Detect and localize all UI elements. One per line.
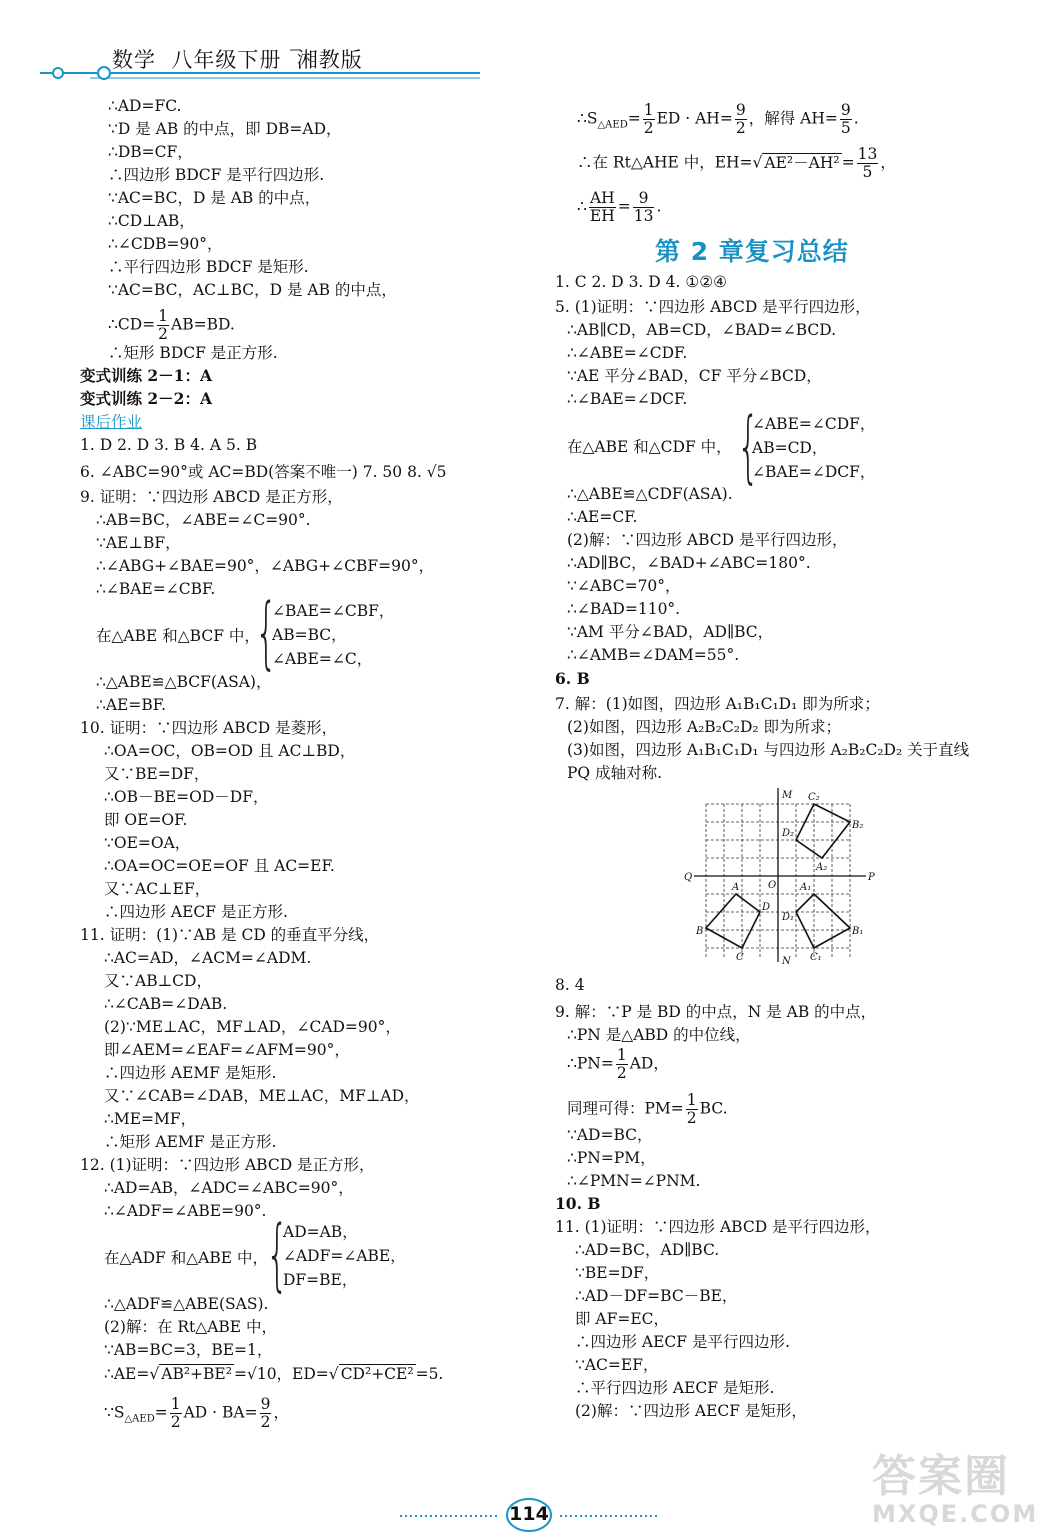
text: ∴ [577, 197, 587, 216]
label-p: P [868, 872, 875, 883]
pm-equation [567, 1092, 728, 1127]
label-m: M [782, 790, 793, 801]
fraction-nine-halves [735, 102, 747, 137]
text-line: ∴AD=AB，∠ADC=∠ABC=90°， [104, 1179, 354, 1197]
text-line: 又∵BE=DF， [104, 765, 210, 783]
pn-equation [567, 1047, 669, 1082]
text-line: ∴AD－DF=BC－BE， [575, 1287, 738, 1305]
radicand: AB²+BE² [161, 1365, 232, 1383]
numerator: 9 [840, 101, 851, 119]
watermark-text: 答案圈 [872, 1451, 1010, 1502]
denominator: 2 [686, 1109, 697, 1127]
text-line: ∴∠CDB=90°， [108, 235, 223, 253]
quad-a2b2c2d2 [796, 804, 850, 858]
text-line: (3)如图，四边形 A₁B₁C₁D₁ 与四边形 A₂B₂C₂D₂ 关于直线 [567, 741, 970, 759]
fraction-nine-fifths [840, 102, 852, 137]
quad-a1b1c1d1 [796, 894, 850, 948]
text-line: ∵AC=EF， [575, 1356, 659, 1374]
label-a2: A₂ [816, 862, 828, 873]
text: ∴AE= [104, 1365, 150, 1383]
system-line: ∠ABE=∠CDF， [752, 415, 876, 433]
text-line: 在△ABE 和△BCF 中， [96, 627, 260, 645]
text-line: 6. ∠ABC=90°或 AC=BD(答案不唯一) 7. 50 8. √5 [80, 463, 447, 481]
label-b1: B₁ [852, 926, 864, 937]
chapter-title: 第 2 章复习总结 [655, 237, 849, 266]
text-line: ∴CD⊥AB， [108, 212, 195, 230]
system-line: ∠ADF=∠ABE， [283, 1247, 406, 1265]
label-c: C [736, 952, 744, 963]
text-line: ∴AB∥CD，AB=CD，∠BAD=∠BCD. [567, 321, 837, 339]
text-line: 11. 证明：(1)∵AB 是 CD 的垂直平分线， [80, 926, 380, 944]
text-line: 在△ADF 和△ABE 中， [104, 1249, 268, 1267]
text: = [617, 197, 631, 216]
area-equation-right [577, 102, 859, 137]
label-q: Q [684, 872, 693, 883]
label-d: D [762, 902, 771, 913]
numerator: 9 [260, 1395, 271, 1413]
quad-abcd [706, 894, 760, 948]
page-number: 114 [509, 1503, 549, 1525]
text-line: ∴OA=OC，OB=OD 且 AC⊥BD， [104, 742, 356, 760]
text-line: ∴ME=MF， [104, 1110, 197, 1128]
cd-suffix: AB=BD. [171, 315, 235, 334]
text-line: ∴∠ABG+∠BAE=90°，∠ABG+∠CBF=90°， [96, 557, 435, 575]
text-line: ∵∠ABC=70°， [567, 577, 681, 595]
text-line: 变式训练 2－2：A [80, 389, 212, 408]
denominator: 13 [633, 207, 654, 225]
text: ，解得 AH= [748, 109, 838, 128]
label-d2: D₂ [782, 828, 795, 839]
text-line: ∵AB=BC=3，BE=1， [104, 1341, 273, 1359]
text: . [656, 197, 662, 216]
text: . [853, 109, 859, 128]
text-line: 12. (1)证明：∵四边形 ABCD 是正方形， [80, 1156, 375, 1174]
section-heading-homework: 课后作业 [80, 413, 143, 431]
text-line: ∴AD=BC，AD∥BC. [575, 1241, 720, 1259]
text-line: 又∵AB⊥CD， [104, 972, 212, 990]
brace-icon: { [266, 1210, 289, 1300]
text-line: ∴平行四边形 AECF 是矩形. [575, 1379, 775, 1397]
text-line: ∴∠BAD=110°. [567, 600, 681, 618]
brace-icon: { [737, 402, 760, 492]
text: =√10，ED= [233, 1365, 329, 1383]
brace-icon: { [255, 588, 278, 678]
numerator: AH [589, 189, 615, 207]
text-line: (2)∵ME⊥AC，MF⊥AD，∠CAD=90°， [104, 1018, 401, 1036]
text-line: 在△ABE 和△CDF 中， [567, 438, 732, 456]
text-line: ∴矩形 AEMF 是正方形. [104, 1133, 277, 1151]
page-header [0, 0, 1051, 90]
text-line: 7. 解：(1)如图，四边形 A₁B₁C₁D₁ 即为所求； [555, 695, 880, 713]
text-line: ∴AE=CF. [567, 508, 638, 526]
text: ， [880, 153, 896, 172]
text: = [841, 153, 855, 172]
watermark-logo [872, 1440, 1042, 1532]
denominator: 2 [643, 119, 654, 137]
text-line: ∴四边形 BDCF 是平行四边形. [108, 166, 325, 184]
text-line: ∴AE=BF. [96, 696, 167, 714]
fraction-half [170, 1396, 182, 1431]
text-line: ∴∠BAE=∠CBF. [96, 580, 216, 598]
text-line: 变式训练 2－1：A [80, 366, 212, 385]
denominator: 5 [862, 163, 873, 181]
text-line: ∴四边形 AEMF 是矩形. [104, 1064, 277, 1082]
text-line: ∵AC=BC，AC⊥BC，D 是 AB 的中点， [108, 281, 397, 299]
text-line: (2)解：在 Rt△ABE 中， [104, 1318, 278, 1336]
system-line: DF=BE， [283, 1271, 358, 1289]
text: ∴S [577, 109, 598, 128]
text: =5. [415, 1365, 444, 1383]
text-line: ∴AB=BC，∠ABE=∠C=90°. [96, 511, 311, 529]
text-line: 9. 证明：∵四边形 ABCD 是正方形， [80, 488, 343, 506]
fraction-half [643, 102, 655, 137]
label-o: O [768, 880, 777, 891]
denominator: 2 [158, 325, 169, 343]
text-line: 9. 解：∵P 是 BD 的中点，N 是 AB 的中点， [555, 1003, 877, 1021]
label-c2: C₂ [808, 792, 820, 803]
text-line: ∴PN 是△ABD 的中位线， [567, 1026, 751, 1044]
text-line: ∴∠ABE=∠CDF. [567, 344, 688, 362]
text-line: (2)解：∵四边形 ABCD 是平行四边形， [567, 531, 848, 549]
page-number-badge [505, 1496, 553, 1534]
numerator: 1 [643, 101, 654, 119]
text-line: PQ 成轴对称. [567, 764, 662, 782]
text: = [154, 1403, 168, 1422]
subscript: △AED [597, 119, 628, 131]
text: 同理可得：PM= [567, 1099, 684, 1118]
text-line: ∴PN=PM， [567, 1149, 656, 1167]
text-line: ∵AD=BC， [567, 1126, 653, 1144]
cd-equation [108, 308, 235, 343]
text-line: ∴∠ADF=∠ABE=90°. [104, 1202, 267, 1220]
text-line: ∵AE⊥BF， [96, 534, 181, 552]
denominator: 2 [260, 1413, 271, 1431]
denominator: 2 [735, 119, 746, 137]
text-line: ∵AM 平分∠BAD，AD∥BC， [567, 623, 774, 641]
fraction-9-13 [633, 190, 655, 225]
denominator: 5 [840, 119, 851, 137]
text: ∵S [104, 1403, 125, 1422]
text-line: ∴四边形 AECF 是平行四边形. [575, 1333, 790, 1351]
system-line: ∠BAE=∠DCF， [752, 463, 876, 481]
text-line: ∵OE=OA， [104, 834, 191, 852]
fraction-ah-eh [589, 190, 616, 225]
system-line: ∠BAE=∠CBF， [272, 602, 395, 620]
text-line: ∴∠AMB=∠DAM=55°. [567, 646, 740, 664]
label-b2: B₂ [852, 820, 864, 831]
text-line: ∴四边形 AECF 是正方形. [104, 903, 288, 921]
label-a: A [732, 882, 740, 893]
text-line: ∵BE=DF， [575, 1264, 660, 1282]
grid-figure [680, 786, 880, 966]
system-line: AD=AB， [283, 1223, 358, 1241]
text-line: 5. (1)证明：∵四边形 ABCD 是平行四边形， [555, 298, 871, 316]
numerator: 1 [170, 1395, 181, 1413]
text-line: (2)解：∵四边形 AECF 是矩形， [575, 1402, 807, 1420]
text-line: (2)如图，四边形 A₂B₂C₂D₂ 即为所求； [567, 718, 842, 736]
text-line: ∴DB=CF， [108, 143, 193, 161]
text-line: 又∵∠CAB=∠DAB，ME⊥AC，MF⊥AD， [104, 1087, 420, 1105]
numerator: 1 [616, 1046, 627, 1064]
ae-equation: ∴AE=√ AB²+BE² =√10，ED=√ CD²+CE² =5. [104, 1365, 444, 1383]
text-line: ∴平行四边形 BDCF 是矩形. [108, 258, 309, 276]
numerator: 9 [633, 190, 655, 208]
text-line: 又∵AC⊥EF， [104, 880, 211, 898]
text-line: ∴∠BAE=∠DCF. [567, 390, 688, 408]
text-line: 即 AF=EC， [575, 1310, 670, 1328]
text: ∴在 Rt△AHE 中，EH= [577, 153, 753, 172]
eh-equation: ∴在 Rt△AHE 中，EH=√ AE²－AH² = $\frac{13}{5}$ ， [577, 145, 896, 181]
text-line: ∴AC=AD，∠ACM=∠ADM. [104, 949, 312, 967]
system-line: ∠ABE=∠C， [272, 650, 373, 668]
text: ， [273, 1403, 289, 1422]
cd-prefix: ∴CD= [108, 315, 156, 334]
numerator: 9 [735, 101, 746, 119]
text-line: 10. B [555, 1194, 601, 1213]
text-line: ∴△ADF≌△ABE(SAS). [104, 1295, 269, 1313]
system-line: AB=BC， [272, 626, 347, 644]
fraction-half [157, 308, 169, 343]
text-line: 10. 证明：∵四边形 ABCD 是菱形， [80, 719, 338, 737]
text: = [627, 109, 641, 128]
ratio-equation [577, 190, 661, 225]
numerator: 1 [158, 307, 169, 325]
text: ∴PN= [567, 1054, 614, 1073]
text-line: ∴∠PMN=∠PNM. [567, 1172, 701, 1190]
fraction-half [686, 1092, 698, 1127]
text-line: ∴AD=FC. [108, 97, 182, 115]
radicand: AE²－AH² [764, 153, 840, 172]
text-line: ∴△ABE≌△BCF(ASA)， [96, 673, 272, 691]
text-line: ∴AD∥BC，∠BAD+∠ABC=180°. [567, 554, 811, 572]
text-line: ∵AE 平分∠BAD，CF 平分∠BCD， [567, 367, 822, 385]
text-line: 1. C 2. D 3. D 4. ①②④ [555, 273, 728, 291]
text-line: ∴∠CAB=∠DAB. [104, 995, 228, 1013]
label-d1: D₁ [782, 912, 795, 923]
denominator: 2 [170, 1413, 181, 1431]
text-line: ∵AC=BC，D 是 AB 的中点， [108, 189, 321, 207]
text-line: ∴矩形 BDCF 是正方形. [108, 344, 278, 362]
numerator: 1 [686, 1091, 697, 1109]
text-line: 8. 4 [555, 976, 585, 994]
text: AD， [629, 1054, 669, 1073]
denominator: EH [589, 207, 615, 225]
text-line: 即∠AEM=∠EAF=∠AFM=90°， [104, 1041, 350, 1059]
text-line: 11. (1)证明：∵四边形 ABCD 是平行四边形， [555, 1218, 881, 1236]
fraction-13-fifths [857, 146, 879, 181]
fraction-half [616, 1047, 628, 1082]
fraction-nine-halves [260, 1396, 272, 1431]
label-b: B [696, 926, 704, 937]
text-line: 6. B [555, 669, 590, 688]
label-a1: A₁ [800, 882, 812, 893]
label-n: N [782, 956, 791, 966]
radicand: CD²+CE² [340, 1365, 414, 1383]
subscript: △AED [124, 1413, 155, 1425]
text-line: 即 OE=OF. [104, 811, 188, 829]
text-line: ∴△ABE≌△CDF(ASA). [567, 485, 733, 503]
text-line: ∴OA=OC=OE=OF 且 AC=EF. [104, 857, 335, 875]
text: ED · AH= [656, 109, 733, 128]
label-c1: C₁ [810, 952, 822, 963]
text-line: 1. D 2. D 3. B 4. A 5. B [80, 436, 258, 454]
area-equation [104, 1396, 289, 1431]
text: BC. [699, 1099, 728, 1118]
numerator: 13 [857, 145, 878, 163]
watermark-url: MXQE.COM [872, 1500, 1039, 1528]
book-title: 数学 八年级下册 湘教版 [112, 48, 363, 72]
system-line: AB=CD， [752, 439, 828, 457]
text-line: ∵D 是 AB 的中点，即 DB=AD， [108, 120, 342, 138]
text: AD · BA= [183, 1403, 258, 1422]
text-line: ∴OB－BE=OD－DF， [104, 788, 269, 806]
denominator: 2 [616, 1064, 627, 1082]
